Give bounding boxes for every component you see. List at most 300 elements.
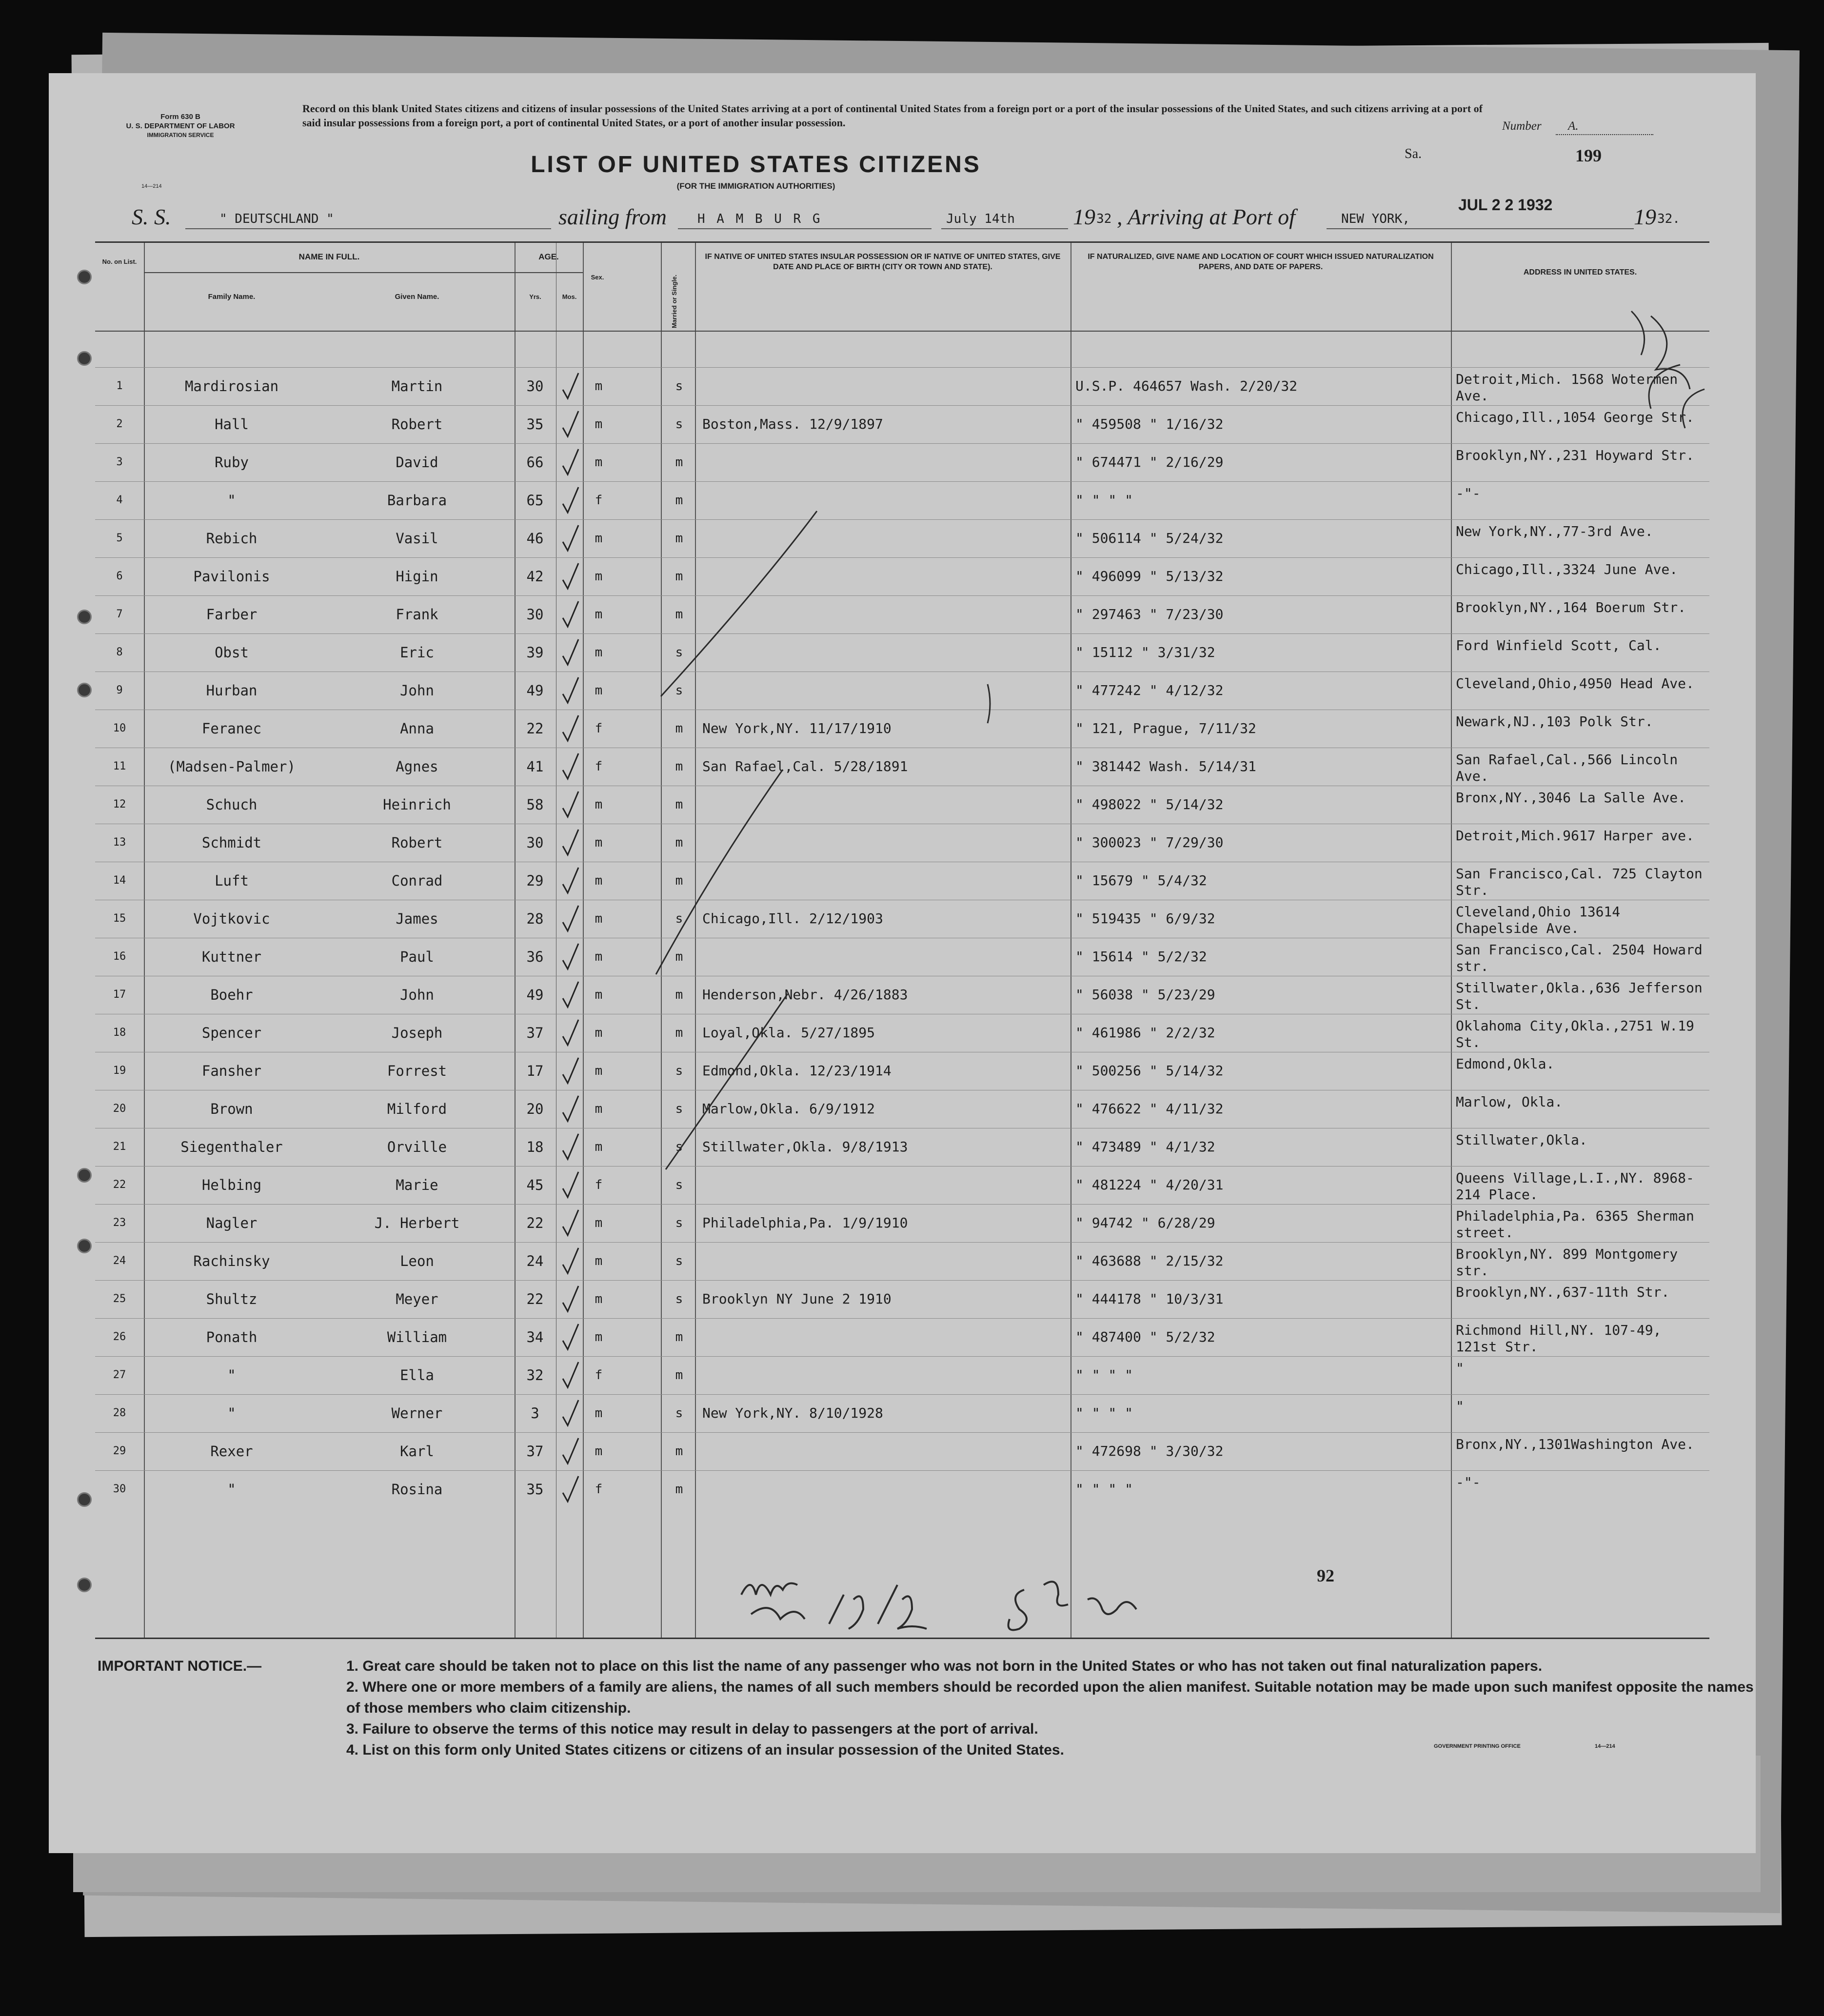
given-name: Rosina [391,1481,443,1498]
birth-place-date: New York,NY. 11/17/1910 [702,720,892,736]
naturalization: " 444178 " 10/3/31 [1075,1291,1224,1307]
binder-hole [77,1492,92,1507]
age-years: 18 [526,1139,544,1155]
notice-item: 3. Failure to observe the terms of this notice may result in delay to passengers at the port of arrival. [346,1721,1038,1737]
us-address: Brooklyn,NY.,637-11th Str. [1456,1284,1670,1300]
date-from: July 14th [946,212,1015,226]
port-to: NEW YORK, [1341,212,1410,226]
arriving-label: , Arriving at Port of [1117,204,1295,229]
us-address: Richmond Hill,NY. 107-49, 121st Str. [1456,1322,1662,1355]
age-years: 36 [526,949,544,965]
row-number: 27 [113,1369,126,1381]
marital-status: s [675,1292,683,1306]
passenger-table [95,241,1709,1639]
marital-status: m [675,531,683,546]
row-number: 8 [116,646,123,658]
us-address: Stillwater,Okla.,636 Jefferson St. [1456,980,1703,1012]
marital-status: m [675,721,683,736]
family-name: Nagler [206,1215,258,1231]
sex: m [595,1102,603,1116]
naturalization: " 473489 " 4/1/32 [1075,1139,1215,1155]
row-number: 17 [113,988,126,1001]
us-address: Edmond,Okla. [1456,1056,1555,1072]
row-number: 28 [113,1407,126,1419]
binder-hole [77,610,92,624]
year-from: 32 [1096,212,1112,226]
us-address: Marlow, Okla. [1456,1094,1563,1110]
naturalization: " 498022 " 5/14/32 [1075,796,1224,812]
ship-rule [185,228,551,229]
us-address: -"- [1456,485,1481,501]
naturalization: " 15614 " 5/2/32 [1075,949,1207,965]
marital-status: m [675,1330,683,1344]
naturalization: " " " " [1075,492,1133,508]
age-years: 42 [526,568,544,585]
row-number: 11 [113,760,126,772]
marital-status: m [675,988,683,1002]
age-years: 3 [531,1405,539,1422]
sex: m [595,1254,603,1268]
row-number: 26 [113,1331,126,1343]
marital-status: m [675,1444,683,1459]
bottom-number: 92 [1317,1566,1334,1585]
us-address: San Rafael,Cal.,566 Lincoln Ave. [1456,751,1678,784]
marital-status: m [675,493,683,508]
naturalization: " 477242 " 4/12/32 [1075,682,1224,698]
us-address: Cleveland,Ohio 13614 Chapelside Ave. [1456,904,1621,936]
given-name: Paul [400,949,434,965]
age-years: 49 [526,682,544,699]
row-number: 9 [116,684,123,696]
date-from-rule [941,228,1068,229]
marital-status: m [675,759,683,774]
naturalization: " " " " [1075,1481,1133,1497]
family-name: Fansher [201,1063,262,1079]
hdr-no: No. on List. [102,258,137,265]
row-number: 22 [113,1179,126,1191]
sa-label: Sa. [1405,146,1422,161]
family-name: Schmidt [201,834,262,851]
given-name: David [396,454,438,471]
port-to-rule [1327,228,1634,229]
hdr-sex: Sex. [591,274,604,281]
marital-status: m [675,1482,683,1497]
family-name: " [227,1367,236,1384]
marital-status: m [675,873,683,888]
us-address: -"- [1456,1474,1481,1490]
marital-status: s [675,1406,683,1421]
row-number: 6 [116,570,123,582]
binder-hole [77,351,92,366]
sex: m [595,949,603,964]
inspector-signature [732,1556,1195,1643]
hdr-family: Family Name. [208,293,256,301]
given-name: Werner [391,1405,443,1422]
arrival-stamp: JUL 2 2 1932 [1458,196,1553,214]
sex: m [595,873,603,888]
row-number: 24 [113,1255,126,1267]
binder-hole [77,1578,92,1592]
marital-status: s [675,1140,683,1154]
age-years: 37 [526,1443,544,1460]
family-name: Shultz [206,1291,258,1307]
marital-status: s [675,1254,683,1268]
given-name: Heinrich [383,796,451,813]
department: U. S. DEPARTMENT OF LABOR [126,122,235,130]
birth-place-date: San Rafael,Cal. 5/28/1891 [702,758,908,774]
age-years: 20 [526,1101,544,1117]
age-years: 35 [526,416,544,433]
family-name: Rebich [206,530,258,547]
naturalization: " 476622 " 4/11/32 [1075,1101,1224,1117]
sex: m [595,797,603,812]
hdr-address: ADDRESS IN UNITED STATES. [1523,268,1637,277]
row-number: 18 [113,1027,126,1039]
age-years: 29 [526,872,544,889]
marital-status: m [675,569,683,584]
family-name: " [227,1405,236,1422]
given-name: John [400,987,434,1003]
us-address: Detroit,Mich. 1568 Wotermen Ave. [1456,371,1678,404]
birth-place-date: Philadelphia,Pa. 1/9/1910 [702,1215,908,1231]
naturalization: " 300023 " 7/29/30 [1075,834,1224,850]
row-number: 19 [113,1065,126,1077]
given-name: Robert [391,834,443,851]
birth-place-date: Marlow,Okla. 6/9/1912 [702,1101,875,1117]
service: IMMIGRATION SERVICE [147,132,214,138]
row-number: 20 [113,1103,126,1115]
given-name: J. Herbert [374,1215,460,1231]
printer-code: 14—214 [1595,1743,1615,1749]
naturalization: " 94742 " 6/28/29 [1075,1215,1215,1231]
manifest-page [49,73,1756,1853]
page-title: LIST OF UNITED STATES CITIZENS [531,152,981,178]
naturalization: " 481224 " 4/20/31 [1075,1177,1224,1193]
page-number: 199 [1575,146,1602,165]
sex: m [595,1026,603,1040]
family-name: Schuch [206,796,258,813]
row-number: 10 [113,722,126,734]
us-address: Bronx,NY.,3046 La Salle Ave. [1456,790,1686,806]
family-name: Luft [215,872,249,889]
ss-label: S. S. [132,204,171,229]
notice-item: 4. List on this form only United States citizens or citizens of an insular possession of the United States. [346,1742,1064,1758]
form-number: Form 630 B [160,113,200,121]
marital-status: m [675,1026,683,1040]
row-number: 13 [113,836,126,849]
family-name: Rachinsky [193,1253,270,1269]
hdr-mos: Mos. [562,293,577,300]
us-address: Chicago,Ill.,3324 June Ave. [1456,561,1678,577]
sex: m [595,1444,603,1459]
age-years: 30 [526,606,544,623]
us-address: " [1456,1360,1464,1376]
age-years: 45 [526,1177,544,1193]
given-name: Agnes [396,758,438,775]
birth-place-date: Stillwater,Okla. 9/8/1913 [702,1139,908,1155]
us-address: Stillwater,Okla. [1456,1132,1587,1148]
age-years: 46 [526,530,544,547]
hdr-birth: IF NATIVE OF UNITED STATES INSULAR POSSESSION OR IF NATIVE OF UNITED STATES, GIVE DATE AND PLACE OF BIRTH (CITY OR TOWN AND STATE). [705,253,1061,271]
row-number: 12 [113,798,126,810]
port-from-rule [678,228,932,229]
us-address: Oklahoma City,Okla.,2751 W.19 St. [1456,1018,1694,1050]
family-name: Spencer [201,1025,262,1041]
row-number: 29 [113,1445,126,1457]
sex: f [595,493,603,508]
age-years: 35 [526,1481,544,1498]
given-name: James [396,910,438,927]
family-name: Mardirosian [184,378,279,395]
given-name: Joseph [391,1025,443,1041]
given-name: Vasil [396,530,438,547]
naturalization: U.S.P. 464657 Wash. 2/20/32 [1075,378,1298,394]
given-name: Ella [400,1367,434,1384]
naturalization: " 297463 " 7/23/30 [1075,606,1224,622]
given-name: Conrad [391,872,443,889]
marital-status: m [675,1368,683,1383]
age-years: 32 [526,1367,544,1384]
marital-status: m [675,949,683,964]
family-name: Obst [215,644,249,661]
sex: m [595,1216,603,1230]
sailing-label: sailing from [558,204,667,229]
sex: f [595,1482,603,1497]
row-number: 23 [113,1217,126,1229]
age-years: 22 [526,720,544,737]
row-number: 21 [113,1141,126,1153]
handwritten-marks [95,243,1709,1638]
marital-status: s [675,1102,683,1116]
year-prefix-2: 19 [1634,204,1656,229]
sex: m [595,1140,603,1154]
sex: m [595,911,603,926]
number-line [1556,134,1653,135]
row-number: 30 [113,1483,126,1495]
sex: f [595,1178,603,1192]
family-name: Siegenthaler [180,1139,283,1155]
row-number: 7 [116,608,123,620]
row-number: 25 [113,1293,126,1305]
sex: m [595,607,603,622]
hdr-yrs: Yrs. [529,293,541,300]
given-name: Robert [391,416,443,433]
marital-status: s [675,645,683,660]
birth-place-date: Brooklyn NY June 2 1910 [702,1291,892,1307]
form-identifier [93,112,268,140]
hdr-married: Married or Single. [671,275,678,328]
naturalization: " 15112 " 3/31/32 [1075,644,1215,660]
number-label: Number [1502,119,1542,133]
us-address: Cleveland,Ohio,4950 Head Ave. [1456,675,1694,692]
row-number: 4 [116,494,123,506]
naturalization: " 674471 " 2/16/29 [1075,454,1224,470]
given-name: Meyer [396,1291,438,1307]
naturalization: " 56038 " 5/23/29 [1075,987,1215,1003]
marital-status: m [675,607,683,622]
row-number: 16 [113,950,126,963]
row-number: 14 [113,874,126,887]
printer-line: GOVERNMENT PRINTING OFFICE [1434,1743,1521,1749]
row-number: 3 [116,456,123,468]
sex: m [595,835,603,850]
family-name: Hall [215,416,249,433]
birth-place-date: Chicago,Ill. 2/12/1903 [702,910,883,927]
notice-item: 1. Great care should be taken not to place on this list the name of any passenger who was not born in the United States or who has not taken out final naturalization papers. [346,1658,1543,1674]
family-name: Feranec [201,720,262,737]
marital-status: s [675,1178,683,1192]
naturalization: " 463688 " 2/15/32 [1075,1253,1224,1269]
naturalization: " 496099 " 5/13/32 [1075,568,1224,584]
us-address: Bronx,NY.,1301Washington Ave. [1456,1436,1694,1452]
family-name: Pavilonis [193,568,270,585]
family-name: Kuttner [201,949,262,965]
given-name: William [387,1329,447,1345]
sex: m [595,455,603,470]
us-address: " [1456,1398,1464,1414]
year-prefix: 19 [1073,204,1095,229]
naturalization: " 472698 " 3/30/32 [1075,1443,1224,1459]
us-address: Brooklyn,NY. 899 Montgomery str. [1456,1246,1678,1279]
age-years: 41 [526,758,544,775]
family-name: " [227,492,236,509]
row-number: 5 [116,532,123,544]
family-name: Hurban [206,682,258,699]
sex: m [595,531,603,546]
form-code: 14—214 [141,183,162,189]
family-name: Farber [206,606,258,623]
naturalization: " 15679 " 5/4/32 [1075,872,1207,889]
given-name: Higin [396,568,438,585]
birth-place-date: Loyal,Okla. 5/27/1895 [702,1025,875,1041]
sex: m [595,569,603,584]
year-to: 32. [1657,212,1680,226]
sex: m [595,417,603,432]
sex: m [595,1064,603,1078]
binder-hole [77,1168,92,1183]
age-years: 22 [526,1215,544,1231]
given-name: Orville [387,1139,447,1155]
given-name: Eric [400,644,434,661]
family-name: Ruby [215,454,249,471]
page-subtitle: (FOR THE IMMIGRATION AUTHORITIES) [676,181,835,191]
us-address: Ford Winfield Scott, Cal. [1456,637,1662,653]
sex: m [595,379,603,394]
given-name: John [400,682,434,699]
age-years: 17 [526,1063,544,1079]
family-name: (Madsen-Palmer) [168,758,296,775]
sex: m [595,645,603,660]
sex: m [595,1406,603,1421]
binder-hole [77,683,92,697]
naturalization: " 381442 Wash. 5/14/31 [1075,758,1256,774]
intro-text: Record on this blank United States citizens and citizens of insular possessions of the United States arriving at a port of continental United States from a foreign port or a port of the insular possessions of the United States, and such citizens arriving at a port of said insular possessions from a foreign port, a port of continental United States, or a port of another insular possession. [302,102,1483,129]
port-from: H A M B U R G [697,212,822,226]
given-name: Barbara [387,492,447,509]
hdr-naturalized: IF NATURALIZED, GIVE NAME AND LOCATION OF COURT WHICH ISSUED NATURALIZATION PAPERS, AND DATE OF PAPERS. [1088,253,1434,271]
sex: f [595,1368,603,1383]
marital-status: m [675,835,683,850]
marital-status: s [675,683,683,698]
given-name: Karl [400,1443,434,1460]
family-name: " [227,1481,236,1498]
number-value: A. [1568,119,1579,133]
us-address: Chicago,Ill.,1054 George Str. [1456,409,1694,425]
birth-place-date: Boston,Mass. 12/9/1897 [702,416,883,432]
age-years: 58 [526,796,544,813]
us-address: San Francisco,Cal. 725 Clayton Str. [1456,866,1703,898]
sex: m [595,1330,603,1344]
marital-status: s [675,1216,683,1230]
age-years: 24 [526,1253,544,1269]
naturalization: " 500256 " 5/14/32 [1075,1063,1224,1079]
naturalization: " 461986 " 2/2/32 [1075,1025,1215,1041]
marital-status: m [675,797,683,812]
naturalization: " 487400 " 5/2/32 [1075,1329,1215,1345]
family-name: Brown [210,1101,253,1117]
binder-hole [77,270,92,284]
us-address: New York,NY.,77-3rd Ave. [1456,523,1653,539]
hdr-age: AGE. [538,252,559,261]
notice-item: 2. Where one or more members of a family are aliens, the names of all such members should be recorded upon the alien manifest. Suitable notation may be made upon such manifest opposite the names of those members who claim citizenship. [346,1679,1754,1716]
us-address: Philadelphia,Pa. 6365 Sherman street. [1456,1208,1694,1241]
us-address: Queens Village,L.I.,NY. 8968-214 Place. [1456,1170,1694,1203]
us-address: Brooklyn,NY.,164 Boerum Str. [1456,599,1686,615]
age-years: 34 [526,1329,544,1345]
sex: m [595,1292,603,1306]
marital-status: s [675,1064,683,1078]
birth-place-date: Edmond,Okla. 12/23/1914 [702,1063,892,1079]
us-address: Newark,NJ.,103 Polk Str. [1456,713,1653,730]
given-name: Martin [391,378,443,395]
family-name: Vojtkovic [193,910,270,927]
sex: m [595,683,603,698]
us-address: Brooklyn,NY.,231 Hoyward Str. [1456,447,1694,463]
birth-place-date: Henderson,Nebr. 4/26/1883 [702,987,908,1003]
age-years: 65 [526,492,544,509]
marital-status: s [675,911,683,926]
given-name: Milford [387,1101,447,1117]
marital-status: s [675,379,683,394]
marital-status: m [675,455,683,470]
given-name: Leon [400,1253,434,1269]
hdr-name: NAME IN FULL. [298,252,360,261]
row-number: 1 [116,380,123,392]
us-address: San Francisco,Cal. 2504 Howard str. [1456,942,1703,974]
naturalization: " " " " [1075,1405,1133,1421]
given-name: Frank [396,606,438,623]
age-years: 49 [526,987,544,1003]
notice-items [346,1656,1756,1760]
sex: f [595,759,603,774]
family-name: Boehr [210,987,253,1003]
naturalization: " 121, Prague, 7/11/32 [1075,720,1256,736]
naturalization: " 506114 " 5/24/32 [1075,530,1224,546]
birth-place-date: New York,NY. 8/10/1928 [702,1405,883,1421]
binder-hole [77,1239,92,1253]
row-number: 15 [113,912,126,925]
row-number: 2 [116,418,123,430]
age-years: 30 [526,834,544,851]
age-years: 39 [526,644,544,661]
age-years: 66 [526,454,544,471]
family-name: Helbing [201,1177,262,1193]
marital-status: s [675,417,683,432]
sex: m [595,988,603,1002]
naturalization: " 519435 " 6/9/32 [1075,910,1215,927]
sex: f [595,721,603,736]
age-years: 30 [526,378,544,395]
